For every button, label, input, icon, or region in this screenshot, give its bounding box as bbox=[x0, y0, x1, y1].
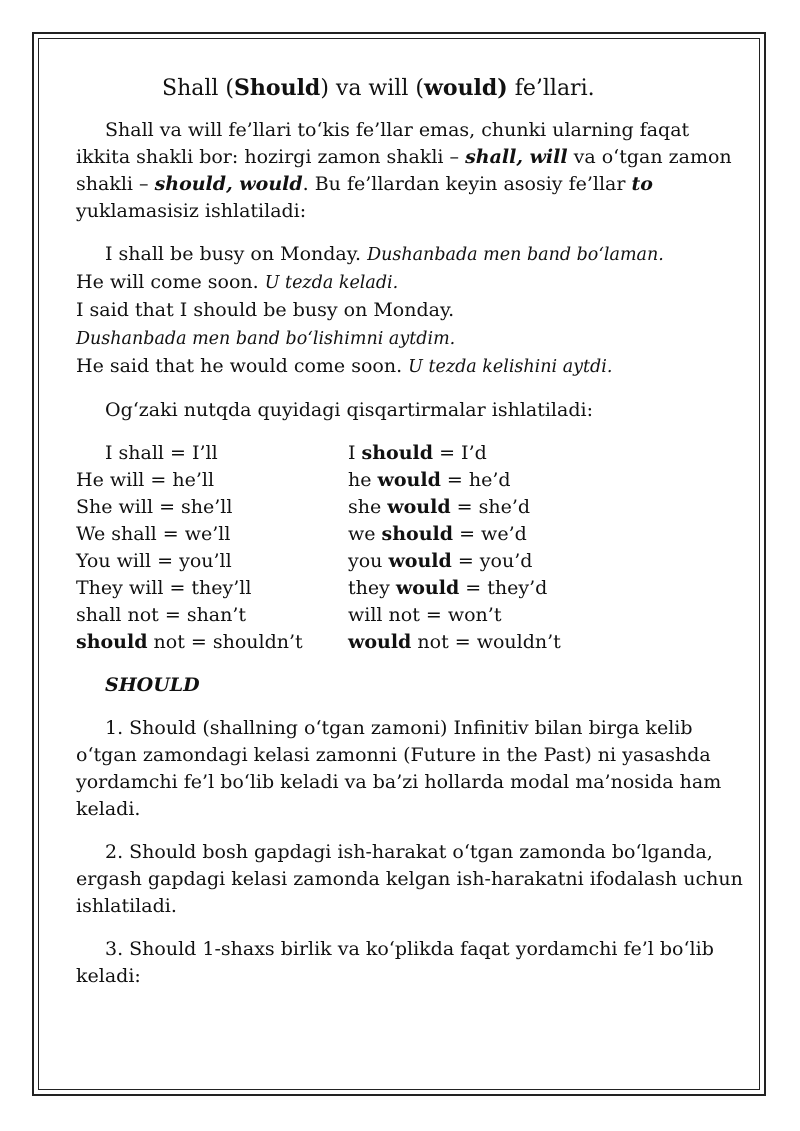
contraction-text: = you’d bbox=[451, 550, 533, 572]
contraction-right bbox=[348, 548, 561, 575]
example-line bbox=[76, 353, 746, 381]
contraction-right bbox=[348, 629, 561, 656]
contraction-row bbox=[76, 602, 561, 629]
contraction-right bbox=[348, 521, 561, 548]
contraction-left bbox=[76, 440, 348, 467]
contraction-text: she bbox=[348, 496, 388, 518]
contraction-row bbox=[76, 521, 561, 548]
point-1: 1. Should (shallning o‘tgan zamoni) Infinitiv bilan birga kelib o‘tgan zamondagi kelasi zamonni (Future in the Past) ni yasashda yordamchi fe’l bo‘lib keladi va ba’zi hollarda modal ma’nosida ham keladi. bbox=[76, 717, 722, 820]
contraction-text: = I’d bbox=[433, 442, 487, 464]
contraction-text: You will = you’ll bbox=[76, 550, 232, 572]
contraction-bold: should bbox=[76, 631, 148, 653]
contraction-text: not = wouldn’t bbox=[411, 631, 561, 653]
title-bold-would: would) bbox=[423, 75, 508, 101]
example-en: He will come soon. bbox=[76, 271, 265, 293]
contraction-text: = we’d bbox=[453, 523, 527, 545]
contraction-bold: would bbox=[348, 631, 412, 653]
example-line bbox=[76, 269, 746, 297]
contraction-left bbox=[76, 629, 348, 656]
contraction-right bbox=[348, 602, 561, 629]
contraction-text: shall not = shan’t bbox=[76, 604, 247, 626]
contraction-text: I bbox=[348, 442, 362, 464]
contraction-left bbox=[76, 602, 348, 629]
contraction-text: you bbox=[348, 550, 389, 572]
contraction-bold: should bbox=[361, 442, 434, 464]
contraction-text: he bbox=[348, 469, 378, 491]
title-bold-should: Should bbox=[234, 75, 321, 101]
examples-block bbox=[76, 241, 746, 381]
contraction-bold: would bbox=[395, 577, 460, 599]
intro-text: va o‘tgan zamon shakli – bbox=[76, 146, 732, 195]
section-heading-should: SHOULD bbox=[105, 674, 200, 696]
contraction-text: He will = he’ll bbox=[76, 469, 215, 491]
example-en: He said that he would come soon. bbox=[76, 355, 409, 377]
title-part: ) va will ( bbox=[320, 76, 424, 101]
intro-text: yuklamasisiz ishlatiladi: bbox=[76, 200, 307, 222]
page-content bbox=[76, 70, 746, 990]
contraction-row bbox=[76, 440, 561, 467]
contraction-row bbox=[76, 467, 561, 494]
contraction-right bbox=[348, 494, 561, 521]
example-line bbox=[76, 325, 746, 353]
contraction-left bbox=[76, 548, 348, 575]
contractions-intro: Og‘zaki nutqda quyidagi qisqartirmalar ishlatiladi: bbox=[105, 399, 593, 421]
contraction-bold: should bbox=[381, 523, 454, 545]
intro-emphasis: to bbox=[631, 173, 653, 195]
contraction-text: = she’d bbox=[450, 496, 531, 518]
contraction-left bbox=[76, 467, 348, 494]
example-en: I shall be busy on Monday. bbox=[105, 243, 368, 265]
contraction-text: will not = won’t bbox=[348, 604, 502, 626]
contraction-text: not = shouldn’t bbox=[147, 631, 303, 653]
title-part: Shall ( bbox=[162, 76, 235, 101]
contraction-text: we bbox=[348, 523, 382, 545]
intro-text: . Bu fe’llardan keyin asosiy fe’llar bbox=[302, 173, 632, 195]
contraction-row bbox=[76, 575, 561, 602]
contractions-table bbox=[76, 440, 561, 656]
point-3: 3. Should 1-shaxs birlik va ko‘plikda faqat yordamchi fe’l bo‘lib keladi: bbox=[76, 938, 714, 987]
contraction-left bbox=[76, 575, 348, 602]
page-title bbox=[162, 70, 746, 107]
intro-text: Shall va will fe’llari to‘kis fe’llar emas, chunki ularning faqat ikkita shakli bor: hozirgi zamon shakli – bbox=[76, 119, 690, 168]
contraction-left bbox=[76, 521, 348, 548]
intro-emphasis: shall, will bbox=[465, 146, 568, 168]
example-uz: U tezda keladi. bbox=[264, 273, 399, 293]
contraction-text: She will = she’ll bbox=[76, 496, 233, 518]
contraction-bold: would bbox=[387, 496, 451, 518]
contraction-text: they bbox=[348, 577, 396, 599]
point-2: 2. Should bosh gapdagi ish-harakat o‘tgan zamonda bo‘lganda, ergash gapdagi kelasi zamonda kelgan ish-harakatni ifodalash uchun ishlatiladi. bbox=[76, 841, 743, 917]
contraction-row bbox=[76, 629, 561, 656]
example-line bbox=[76, 297, 746, 325]
contraction-text: We shall = we’ll bbox=[76, 523, 231, 545]
contraction-text: I shall = I’ll bbox=[105, 442, 218, 464]
contraction-row bbox=[76, 548, 561, 575]
intro-paragraph bbox=[76, 117, 746, 225]
example-uz: U tezda kelishini aytdi. bbox=[408, 357, 613, 377]
title-part: fe’llari. bbox=[507, 76, 595, 101]
contraction-left bbox=[76, 494, 348, 521]
example-uz: Dushanbada men band bo‘laman. bbox=[367, 245, 664, 265]
contraction-bold: would bbox=[377, 469, 441, 491]
contraction-text: = he’d bbox=[440, 469, 511, 491]
contraction-bold: would bbox=[388, 550, 452, 572]
contraction-text: They will = they’ll bbox=[76, 577, 252, 599]
contraction-right bbox=[348, 575, 561, 602]
example-en: I said that I should be busy on Monday. bbox=[76, 299, 455, 321]
intro-emphasis: should, would bbox=[154, 173, 303, 195]
example-uz: Dushanbada men band bo‘lishimni aytdim. bbox=[76, 329, 456, 349]
contraction-text: = they’d bbox=[459, 577, 548, 599]
example-line bbox=[76, 241, 746, 269]
contraction-row bbox=[76, 494, 561, 521]
contraction-right bbox=[348, 467, 561, 494]
contraction-right bbox=[348, 440, 561, 467]
